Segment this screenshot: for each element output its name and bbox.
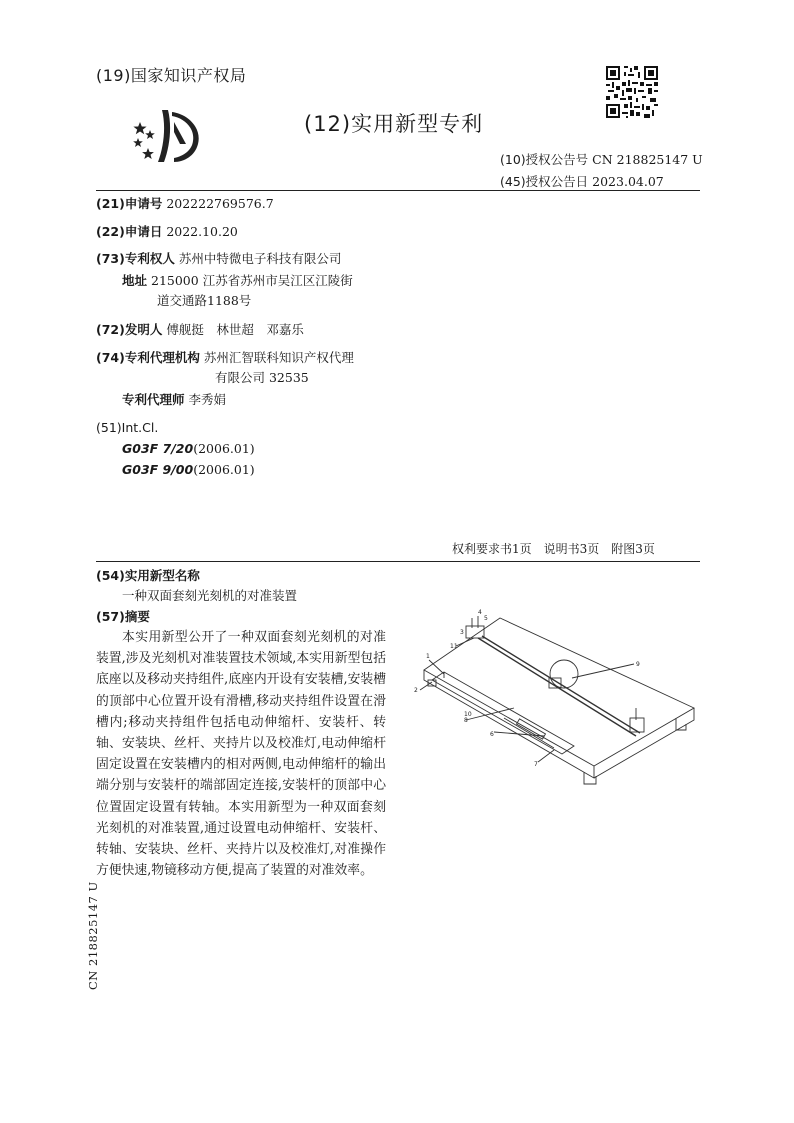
patent-agent-value: 李秀娟 [188, 392, 227, 407]
leader-line [429, 660, 444, 674]
leader-line [538, 750, 554, 762]
figure-label: 11 [450, 643, 458, 650]
figure-label: 4 [478, 609, 482, 616]
int-cl-label-text: (51)Int.Cl. [96, 420, 159, 435]
qr-code [606, 66, 658, 118]
patent-agency-line-1: 苏州汇智联科知识产权代理 [203, 350, 354, 365]
ipc-entry [122, 439, 255, 459]
publication-number-value: CN 218825147 U [592, 152, 703, 167]
int-cl-label [96, 418, 158, 438]
filing-date [96, 222, 238, 242]
detail-circle [550, 660, 578, 688]
ipc-version: (2006.01) [193, 462, 255, 477]
clamp-left [466, 626, 484, 638]
figure-label: 9 [636, 661, 640, 668]
patentee-value: 苏州中特微电子科技有限公司 [178, 251, 342, 266]
side-document-number: CN 218825147 U [86, 881, 100, 990]
title-label-text: (54)实用新型名称 [96, 568, 200, 583]
inventors [96, 320, 304, 340]
base-foot [676, 718, 686, 730]
filing-date-value: 2022.10.20 [166, 224, 238, 239]
application-number [96, 194, 274, 214]
inventors-label: (72)发明人 [96, 322, 163, 337]
address [122, 271, 353, 291]
ipc-entry [122, 460, 255, 480]
patent-agent [122, 390, 226, 410]
abstract-text: 本实用新型公开了一种双面套刻光刻机的对准装置,涉及光刻机对准装置技术领域,本实用新型包括底座以及移动夹持组件,底座内开设有安装槽,安装槽的顶部中心位置开设有滑槽,移动夹持组件设置在滑槽内;移动夹持组件包括电动伸缩杆、安装杆、转轴、安装块、丝杆、夹持片以及校准灯,电动伸缩杆固定设置在安装槽内的相对两侧,电动伸缩杆的输出端分别与安装杆的端部固定连接,安装杆的顶部中心位置固定设置有转轴。本实用新型为一种双面套刻光刻机的对准装置,通过设置电动伸缩杆、安装杆、转轴、安装块、丝杆、夹持片以及校准灯,对准操作方便快速,物镜移动方便,提高了装置的对准效率。 [96, 630, 386, 879]
figure-label: 6 [490, 731, 494, 738]
leader-line [456, 638, 474, 646]
utility-model-title: 一种双面套刻光刻机的对准装置 [122, 588, 298, 603]
mounting-rod [478, 638, 636, 736]
address-label: 地址 [122, 273, 148, 288]
clamp-right [630, 718, 644, 732]
publication-date-label: (45)授权公告日 [500, 174, 589, 189]
figure-label: 3 [460, 629, 464, 636]
page-counts: 权利要求书1页 说明书3页 附图3页 [452, 542, 655, 556]
patentee [96, 249, 341, 269]
figure-label: 2 [414, 687, 418, 694]
figure-label: 1 [426, 653, 430, 660]
document-type: (12)实用新型专利 [304, 112, 484, 136]
patent-agency-label: (74)专利代理机构 [96, 350, 200, 365]
ipc-version: (2006.01) [193, 441, 255, 456]
figure-label: 8 [464, 717, 468, 724]
publication-date [500, 172, 664, 190]
header-divider [96, 190, 700, 191]
abstract-label-text: (57)摘要 [96, 609, 150, 624]
publication-date-value: 2023.04.07 [592, 174, 664, 189]
figure-label: 7 [534, 761, 538, 768]
figure-label: 5 [484, 615, 488, 622]
address-line-2: 道交通路1188号 [157, 293, 252, 308]
publication-number-label: (10)授权公告号 [500, 152, 589, 167]
address-line-1: 215000 江苏省苏州市吴江区江陵街 [151, 273, 353, 288]
abstract-drawing [404, 608, 704, 798]
cnipa-logo [128, 104, 212, 166]
ipc-code: G03F 9/00 [122, 462, 194, 477]
patent-agent-label: 专利代理师 [122, 392, 185, 407]
publication-number [500, 150, 703, 168]
patent-agency [96, 348, 354, 368]
patent-agency-line-2: 有限公司 32535 [215, 370, 309, 385]
section-divider [96, 561, 700, 562]
figure-label: 10 [464, 711, 472, 718]
utility-model-title-label [96, 566, 200, 586]
application-number-label: (21)申请号 [96, 196, 163, 211]
issuing-office: (19)国家知识产权局 [96, 66, 247, 85]
abstract-label [96, 607, 150, 627]
application-number-value: 202222769576.7 [166, 196, 274, 211]
patentee-label: (73)专利权人 [96, 251, 175, 266]
inventors-value: 傅舰挺 林世超 邓嘉乐 [166, 322, 304, 337]
filing-date-label: (22)申请日 [96, 224, 163, 239]
ipc-code: G03F 7/20 [122, 441, 194, 456]
